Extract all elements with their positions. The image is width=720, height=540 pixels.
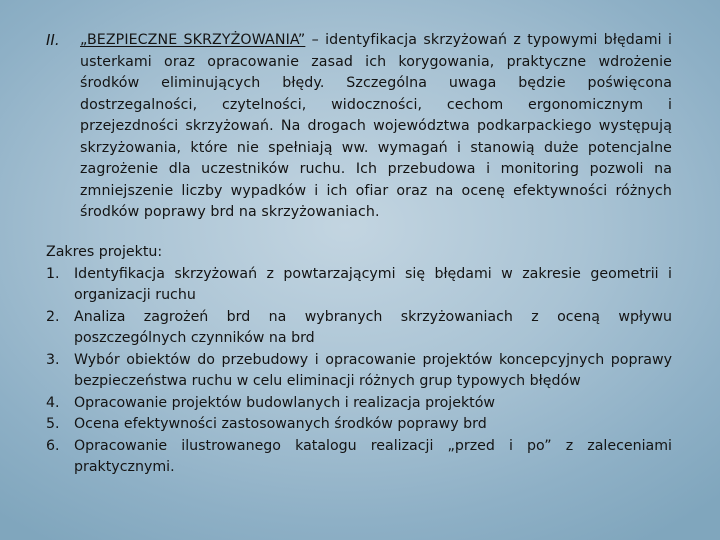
section-ii bbox=[46, 30, 672, 224]
list-item-text: Opracowanie projektów budowlanych i realizacja projektów bbox=[74, 394, 496, 411]
list-item bbox=[46, 264, 672, 307]
project-scope bbox=[46, 242, 672, 479]
list-item bbox=[46, 307, 672, 350]
list-item-number: 5. bbox=[46, 416, 60, 432]
list-item-number: 1. bbox=[46, 265, 60, 282]
list-item-text: Opracowanie ilustrowanego katalogu realizacji „przed i po” z zaleceniami praktycznymi. bbox=[74, 437, 672, 475]
list-item-number: 3. bbox=[46, 351, 60, 368]
list-item-number: 2. bbox=[46, 308, 60, 325]
list-item-text: Wybór obiektów do przebudowy i opracowanie projektów koncepcyjnych poprawy bezpieczeństwa ruchu w celu eliminacji różnych grup typowych błędów bbox=[74, 351, 672, 389]
scope-list bbox=[46, 264, 672, 479]
section-text: – identyfikacja skrzyżowań z typowymi błędami i usterkami oraz opracowanie zasad ich korygowania, praktyczne wdrożenie środków eliminujących błędy. Szczególna uwaga będzie poświęcona dostrzegalności, czytelności, widoczności, cechom ergonomicznym i przejezdności skrzyżowań. Na drogach województwa podkarpackiego występują skrzyżowania, które nie spełniają ww. wymagań i stanowią duże potencjalne zagrożenie dla uczestników ruchu. Ich przebudowa i monitoring pozwoli na zmniejszenie liczby wypadków i ich ofiar oraz na ocenę efektywności różnych środków poprawy brd na skrzyżowaniach. bbox=[80, 32, 672, 220]
list-item-text: Ocena efektywności zastosowanych środków poprawy brd bbox=[74, 416, 487, 432]
scope-title: Zakres projektu: bbox=[46, 244, 163, 260]
list-item bbox=[46, 350, 672, 393]
section-paragraph bbox=[80, 30, 672, 224]
list-item-number: 4. bbox=[46, 394, 60, 411]
list-item bbox=[46, 414, 672, 436]
section-numeral: II. bbox=[46, 31, 60, 49]
section-term: „BEZPIECZNE SKRZYŻOWANIA” bbox=[80, 32, 306, 48]
list-item-text: Analiza zagrożeń brd na wybranych skrzyżowaniach z oceną wpływu poszczególnych czynników na brd bbox=[74, 308, 672, 346]
list-item bbox=[46, 393, 672, 415]
list-item-text: Identyfikacja skrzyżowań z powtarzającymi się błędami w zakresie geometrii i organizacji ruchu bbox=[74, 265, 672, 303]
list-item-number: 6. bbox=[46, 437, 60, 454]
list-item bbox=[46, 436, 672, 479]
